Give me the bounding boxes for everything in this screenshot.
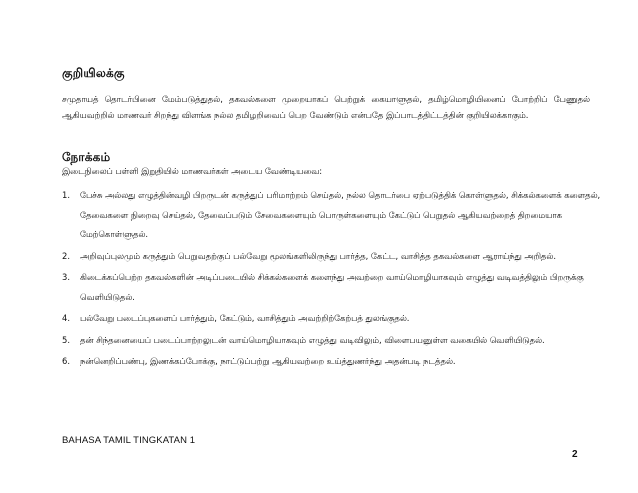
section-heading-goal: குறியிலக்கு bbox=[62, 66, 125, 80]
list-item-text: அறிவுப்புலமும் கருத்தும் பெறுவதற்குப் பல்வேறு மூலங்களிலிருந்து பார்த்த, கேட்ட, வாசித்த தகவல்களை ஆராய்ந்து அறிதல். bbox=[80, 250, 557, 261]
objective-intro: இடைநிலைப் பள்ளி இறுதியில் மாணவர்கள் அடைய வேண்டியவை: bbox=[62, 166, 323, 176]
list-item-text: நன்னெறிப்பண்பு, இணக்கப்போக்கு, நாட்டுப்பற்று ஆகியவற்றை உய்த்துணர்ந்து அதன்படி நடத்தல். bbox=[80, 356, 456, 366]
list-item-number: 5. bbox=[62, 334, 70, 345]
page-number: 2 bbox=[572, 449, 578, 460]
list-item-text: கிடைக்கப்பெற்ற தகவல்களின் அடிப்படையில் சிக்கல்களைக் களைந்து அவற்றை வாய்மொழியாகவும் எழுத்து வடிவத்திலும் பிறருக்கு வெளியிடுதல். bbox=[80, 272, 584, 302]
list-item bbox=[62, 186, 602, 245]
section-heading-objective: நோக்கம் bbox=[62, 150, 111, 164]
footer-book-title: BAHASA TAMIL TINGKATAN 1 bbox=[62, 435, 196, 446]
list-item-text: தன் சிந்தனையைப் படைப்பாற்றலுடன் வாய்மொழியாகவும் எழுத்து வடிவிலும், விளைபயனுள்ள வகையில் வெளியிடுதல். bbox=[80, 334, 545, 345]
list-item-text: பல்வேறு படைப்புகளைப் பார்த்தும், கேட்டும், வாசித்தும் அவற்றிற்கேற்பத் துலங்குதல். bbox=[80, 313, 410, 323]
list-item-number: 2. bbox=[62, 250, 70, 261]
list-item bbox=[62, 247, 602, 267]
list-item-number: 3. bbox=[62, 272, 70, 282]
list-item bbox=[62, 309, 602, 329]
list-item bbox=[62, 331, 602, 351]
list-item-text: பேச்சு அல்லது எழுத்தின்வழி பிறருடன் கருத்துப் பரிமாற்றம் செய்தல், நல்ல தொடர்பை ஏற்படுத்திக் கொள்ளுதல், சிக்கல்களைக் களைதல், தேவைகளை நிறைவு செய்தல், தேவைப்படும் சேவைகளையும் பொருள்களையும் கேட்டுப் பெறுதல் ஆகியவற்றைத் திறமையாக மேற்கொள்ளுதல். bbox=[80, 190, 601, 239]
objective-list bbox=[62, 186, 602, 374]
list-item bbox=[62, 352, 602, 372]
list-item bbox=[62, 268, 602, 307]
list-item-number: 4. bbox=[62, 313, 70, 323]
list-item-number: 6. bbox=[62, 356, 70, 366]
goal-paragraph: சமுதாயத் தொடர்பினை மேம்படுத்துதல், தகவல்களை முறையாகப் பெற்றுக் கையாளுதல், தமிழ்மொழியினைப் போற்றிப் பேணுதல் ஆகியவற்றில் மாணவர் சிறந்து விளங்க நல்ல தமிழறிவைப் பெற வேண்டும் என்பதே இப்பாடத்திட்டத்தின் குறியிலக்காகும். bbox=[62, 94, 590, 120]
list-item-number: 1. bbox=[62, 190, 70, 200]
